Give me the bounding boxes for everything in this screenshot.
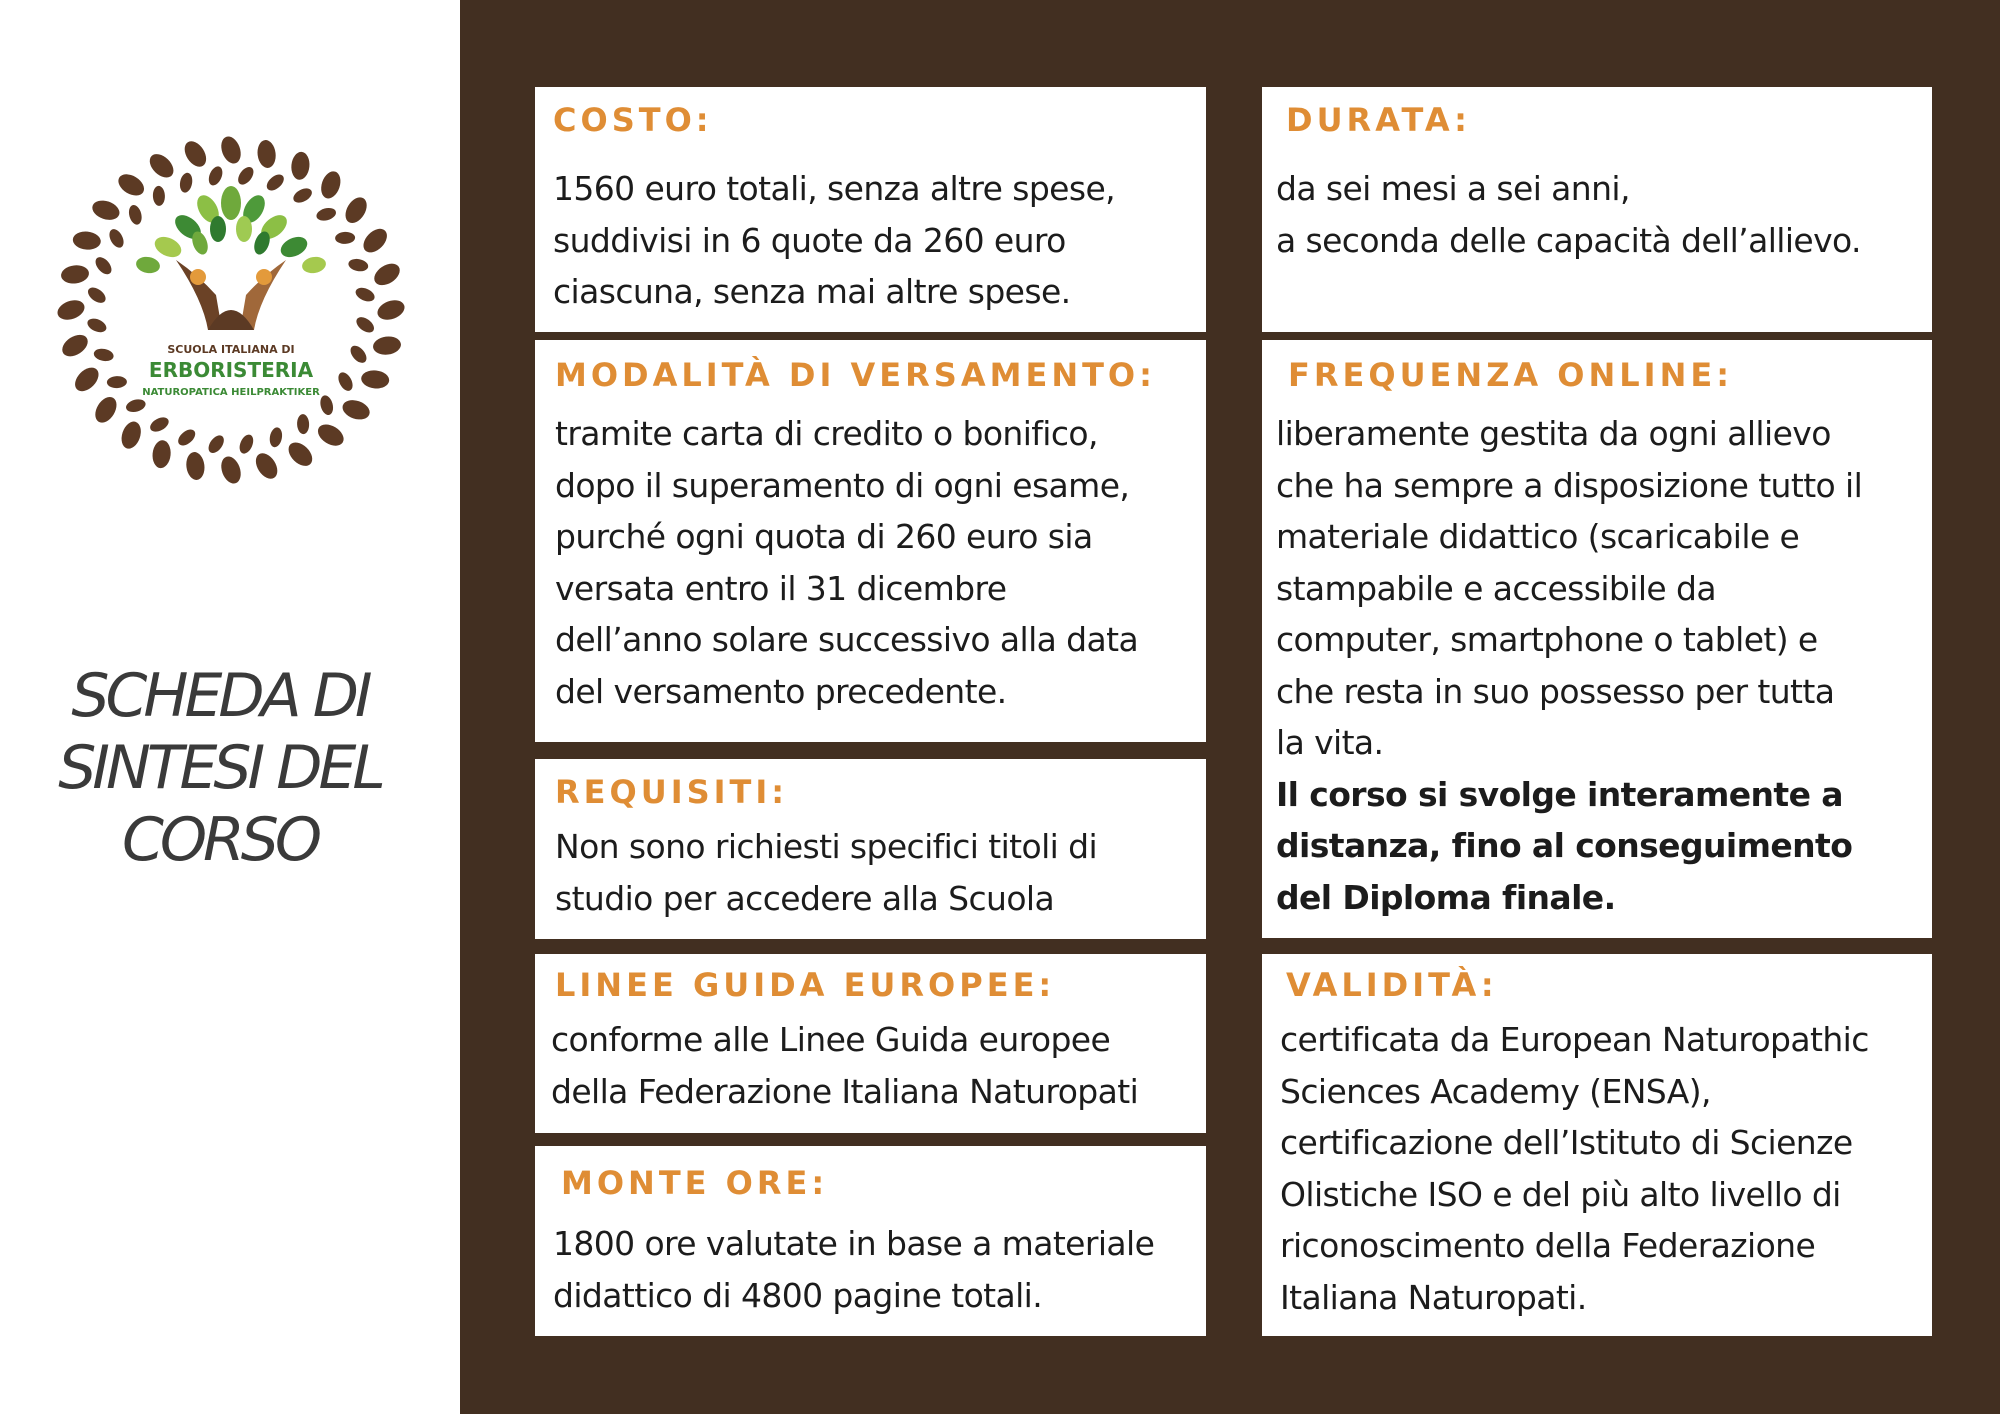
wreath-leaf [145, 150, 178, 182]
wreath-leaf [268, 426, 283, 448]
wreath-leaf [284, 438, 317, 470]
logo-line2: ERBORISTERIA [148, 358, 314, 382]
text-line: riconoscimento della Federazione [1280, 1226, 1816, 1265]
wreath-leaf [175, 426, 198, 448]
wreath-leaf [85, 316, 108, 335]
card-title: REQUISITI: [555, 773, 789, 811]
text-line: Italiana Naturopati. [1280, 1277, 1587, 1317]
text-line: computer, smartphone o tablet) e [1276, 620, 1818, 659]
wreath-leaf [180, 137, 210, 170]
wreath-leaf [256, 139, 277, 169]
text-line: suddivisi in 6 quote da 260 euro [553, 220, 1066, 260]
wreath-leaf [370, 259, 403, 289]
left-panel [0, 0, 460, 1414]
text-line: 1800 ore valutate in base a materiale [553, 1224, 1155, 1263]
wreath-leaf [297, 414, 310, 434]
wreath-leaf [118, 419, 144, 451]
document-title [20, 660, 420, 876]
wreath-leaf [125, 397, 147, 414]
card-linee-guida [535, 954, 1206, 1133]
wreath-leaf [237, 433, 256, 456]
wreath-leaf [93, 347, 115, 362]
wreath-leaf [347, 257, 369, 272]
wreath-leaf [318, 394, 335, 416]
wreath-leaf [354, 314, 377, 336]
card-body [553, 163, 1115, 318]
wreath-leaf [55, 297, 87, 323]
wreath-leaf [264, 171, 287, 193]
text-line: 1560 euro totali, senza altre spese, [553, 169, 1116, 208]
wreath-leaf [218, 454, 244, 486]
wreath-leaf [341, 194, 371, 227]
wreath-leaf [178, 172, 193, 194]
card-title: MODALITÀ DI VERSAMENTO: [555, 356, 1156, 394]
wreath-leaf [153, 186, 166, 206]
wreath-leaf [206, 164, 225, 187]
card-body [1276, 408, 1862, 923]
wreath-leaf [359, 224, 391, 257]
title-line: SCHEDA DI [71, 661, 369, 731]
text-line: a seconda delle capacità dell’allievo. [1276, 220, 1861, 260]
card-title: LINEE GUIDA EUROPEE: [555, 966, 1056, 1004]
card-body [1276, 163, 1861, 266]
wreath-leaf [115, 170, 148, 200]
wreath-leaf [235, 164, 257, 187]
card-validita [1262, 954, 1932, 1336]
wreath-leaf [360, 369, 390, 390]
bold-text-line: Il corso si svolge interamente a [1276, 774, 1843, 814]
title-line: CORSO [121, 805, 319, 875]
wreath-leaf [314, 420, 347, 450]
tree-icon [135, 186, 327, 330]
logo-line3: NATUROPATICA HEILPRAKTIKER [142, 387, 320, 398]
wreath-leaf [92, 254, 114, 277]
text-line: la vita. [1276, 723, 1384, 762]
wreath-leaf [127, 204, 144, 226]
card-body [1280, 1014, 1869, 1323]
text-line: del versamento precedente. [555, 671, 1007, 711]
wreath-leaf [375, 297, 407, 323]
wreath-leaf [218, 134, 244, 166]
card-title: COSTO: [553, 101, 713, 139]
card-title: VALIDITÀ: [1286, 966, 1498, 1004]
card-costo [535, 87, 1206, 332]
text-line: purché ogni quota di 260 euro sia [555, 517, 1093, 556]
wreath-leaf [315, 206, 337, 223]
wreath-leaf [205, 433, 227, 456]
text-line: dell’anno solare successivo alla data [555, 620, 1139, 659]
card-requisiti [535, 759, 1206, 939]
card-title: MONTE ORE: [561, 1164, 829, 1202]
text-line: da sei mesi a sei anni, [1276, 169, 1630, 208]
card-body [553, 1218, 1154, 1321]
wreath-leaf [291, 186, 314, 206]
text-line: Sciences Academy (ENSA), [1280, 1071, 1711, 1111]
text-line: liberamente gestita da ogni allievo [1276, 414, 1831, 453]
text-line: didattico di 4800 pagine totali. [553, 1275, 1043, 1315]
wreath-leaf [372, 335, 402, 356]
text-line: certificazione dell’Istituto di Scienze [1280, 1123, 1853, 1162]
wreath-leaf [347, 343, 369, 366]
wreath-leaf [185, 451, 206, 481]
text-line: certificata da European Naturopathic [1280, 1020, 1869, 1059]
text-line: che ha sempre a disposizione tutto il [1276, 465, 1863, 505]
wreath-leaf [107, 376, 127, 389]
card-body [551, 1014, 1138, 1117]
wreath-leaf [72, 230, 102, 251]
wreath-leaf [60, 264, 90, 285]
wreath-leaf [71, 363, 103, 396]
card-monte-ore [535, 1146, 1206, 1336]
text-line: studio per accedere alla Scuola [555, 878, 1055, 918]
school-logo [48, 125, 414, 495]
card-versamento [535, 340, 1206, 742]
logo-line1: SCUOLA ITALIANA DI [167, 343, 295, 356]
text-line: Olistiche ISO e del più alto livello di [1280, 1174, 1841, 1214]
wreath-leaf [336, 370, 356, 393]
wreath-leaf [318, 169, 344, 201]
card-durata [1262, 87, 1932, 332]
text-line: della Federazione Italiana Naturopati [551, 1071, 1139, 1111]
card-title: DURATA: [1286, 101, 1471, 139]
text-line: tramite carta di credito o bonifico, [555, 414, 1098, 453]
text-line: materiale didattico (scaricabile e [1276, 517, 1800, 556]
card-title: FREQUENZA ONLINE: [1288, 356, 1734, 394]
wreath-leaf [340, 397, 372, 423]
wreath-leaf [85, 284, 108, 306]
wreath-leaf [335, 232, 355, 245]
wreath-leaf [151, 439, 172, 469]
wreath-leaf [148, 415, 171, 435]
wreath-leaf [290, 151, 311, 181]
text-line: ciascuna, senza mai altre spese. [553, 272, 1071, 311]
wreath-leaf [107, 227, 127, 250]
text-line: stampabile e accessibile da [1276, 568, 1716, 608]
card-body [555, 408, 1138, 717]
text-line: versata entro il 31 dicembre [555, 568, 1007, 608]
bold-text-line: distanza, fino al conseguimento [1276, 826, 1853, 865]
wreath-leaf [90, 197, 122, 223]
text-line: Non sono richiesti specifici titoli di [555, 827, 1098, 866]
wreath-leaf [91, 393, 121, 426]
text-line: dopo il superamento di ogni esame, [555, 465, 1130, 505]
wreath-leaf [251, 449, 281, 482]
wreath-leaf [58, 330, 91, 360]
card-body [555, 821, 1097, 924]
wreath-leaf [354, 285, 377, 304]
text-line: conforme alle Linee Guida europee [551, 1020, 1111, 1059]
text-line: che resta in suo possesso per tutta [1276, 671, 1835, 711]
card-frequenza [1262, 340, 1932, 938]
title-line: SINTESI DEL [58, 733, 382, 803]
bold-text-line: del Diploma finale. [1276, 877, 1616, 917]
